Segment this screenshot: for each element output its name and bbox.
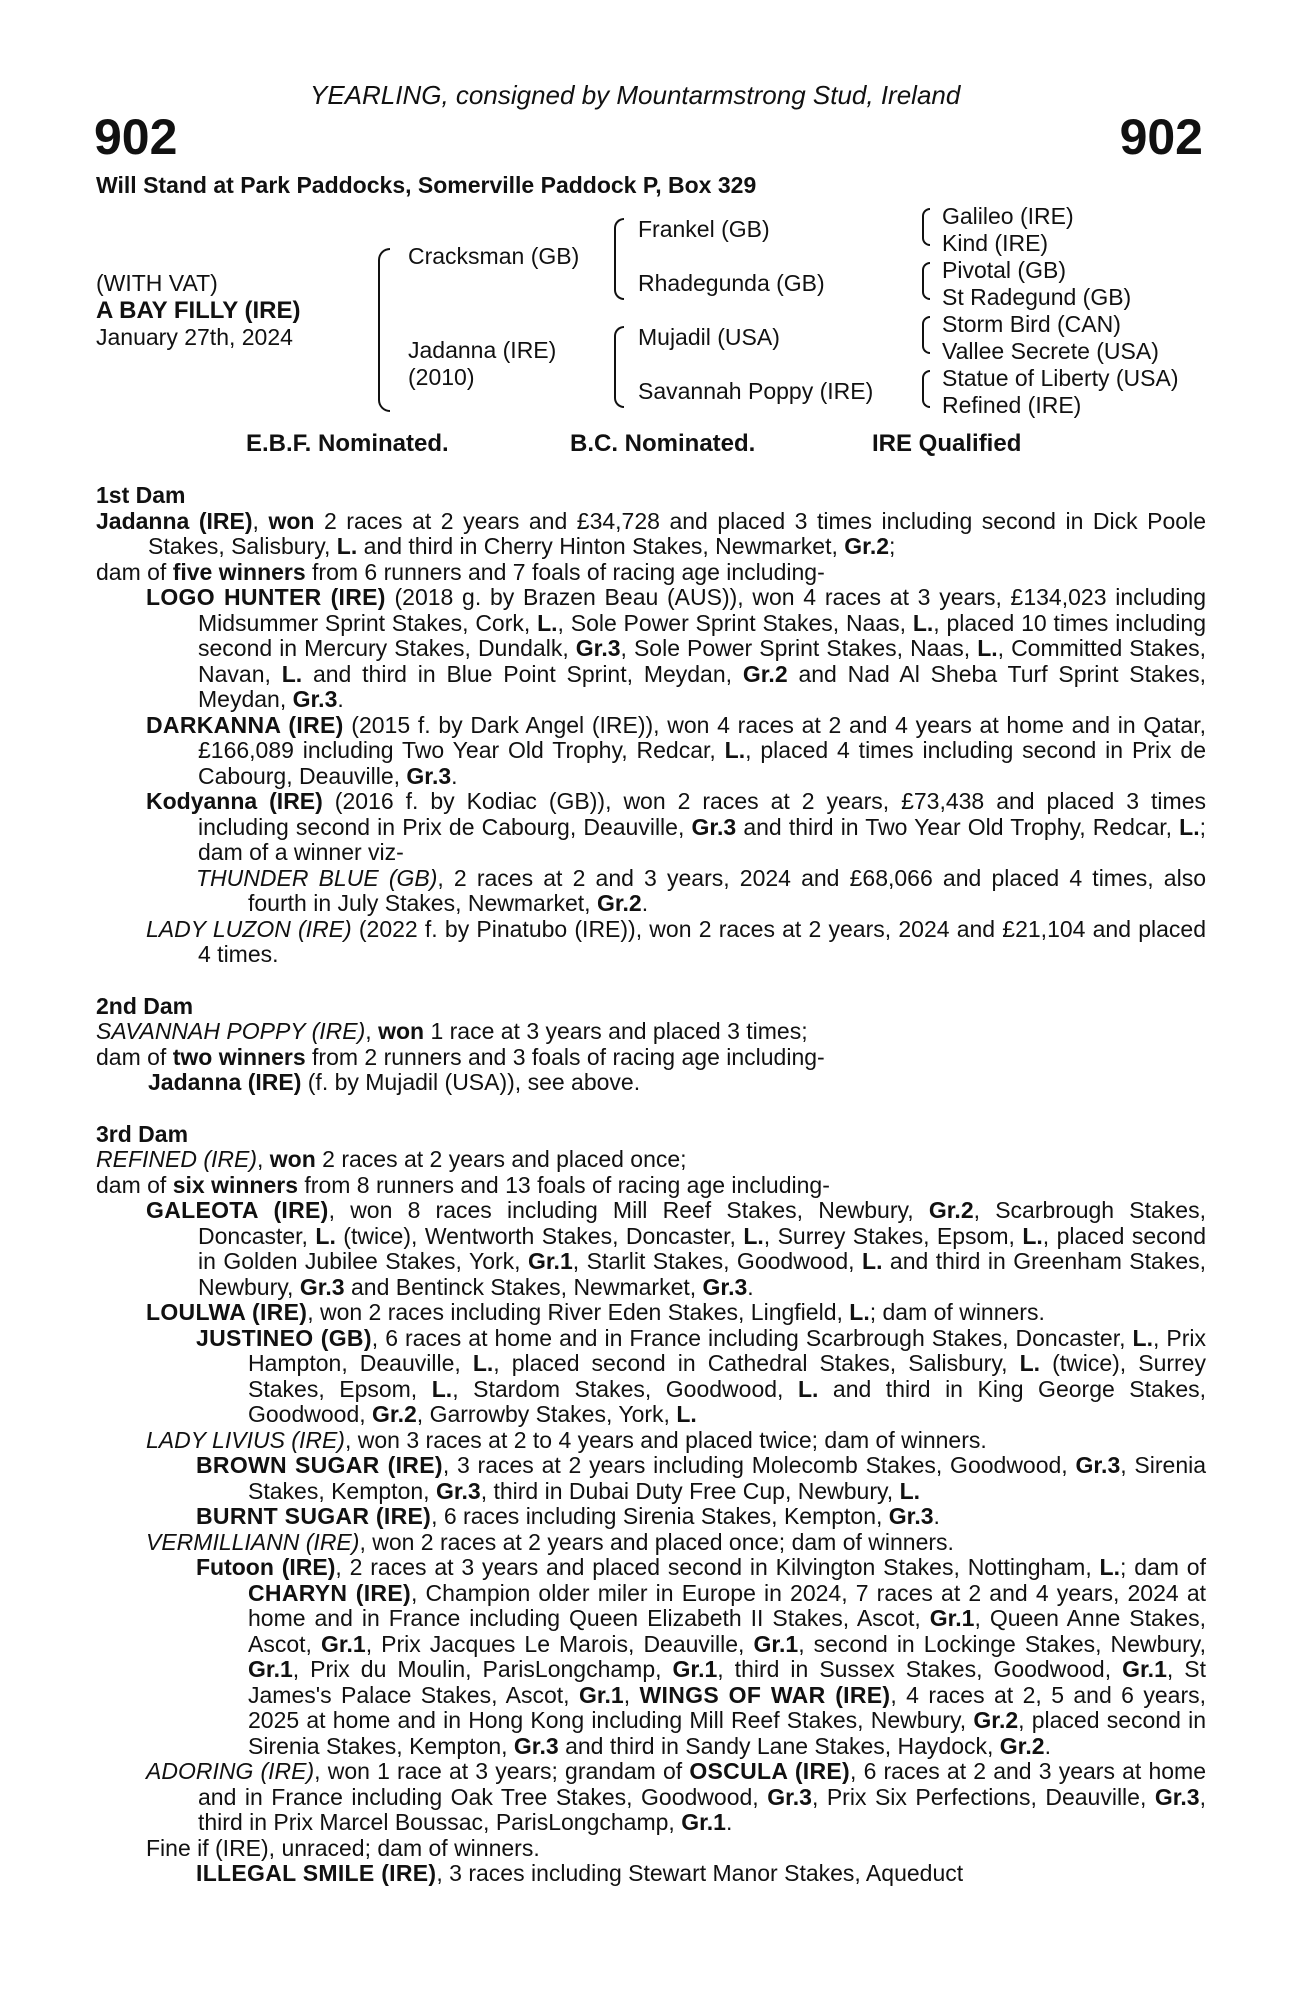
produce-galeota: GALEOTA (IRE), won 8 races including Mill Reef Stakes, Newbury, Gr.2, Scarbrough Stakes, Doncaster, L. (twice), Wentworth Stakes, Doncaster, L., Surrey Stakes, Epsom, L., placed second in Golden Jubilee Stakes, York, Gr.1, Starlit Stakes, Goodwood, L. and third in Greenham Stakes, Newbury, Gr.3 and Bentinck Stakes, Newmarket, Gr.3. bbox=[146, 1197, 1207, 1300]
ire-qualified: IRE Qualified bbox=[872, 430, 1022, 457]
pedigree-sire-dam: Rhadegunda (GB) bbox=[638, 270, 825, 296]
produce-adoring: ADORING (IRE), won 1 race at 3 years; grandam of OSCULA (IRE), 6 races at 2 and 3 years at home and in France including Oak Tree Stakes, Goodwood, Gr.3, Prix Six Perfections, Deauville, Gr.3, third in Prix Marcel Boussac, ParisLongchamp, Gr.1. bbox=[146, 1758, 1207, 1835]
sale-subtitle: YEARLING, consigned by Mountarmstrong Stud, Ireland bbox=[310, 80, 961, 110]
produce-burnt-sugar: BURNT SUGAR (IRE), 6 races including Sirenia Stakes, Kempton, Gr.3. bbox=[196, 1503, 940, 1529]
produce-fine-if: Fine if (IRE), unraced; dam of winners. bbox=[146, 1834, 540, 1861]
produce-justineo: JUSTINEO (GB), 6 races at home and in France including Scarbrough Stakes, Doncaster, L., Prix Hampton, Deauville, L., placed second in Cathedral Stakes, Salisbury, L. (twice), Surrey Stakes, Epsom, L., Stardom Stakes, Goodwood, L. and third in King George Stakes, Goodwood, Gr.2, Garrowby Stakes, York, L. bbox=[196, 1324, 1207, 1427]
catalogue-body bbox=[96, 483, 1206, 1887]
pedigree-dam-sire: Mujadil (USA) bbox=[638, 324, 780, 350]
first-dam-heading: 1st Dam bbox=[96, 482, 186, 508]
pedigree-bracket-g4 bbox=[922, 370, 930, 408]
pedigree-dam: Jadanna (IRE) bbox=[408, 337, 557, 363]
pedigree-dam-year: (2010) bbox=[408, 364, 475, 390]
produce-kodyanna: Kodyanna (IRE) (2016 f. by Kodiac (GB)), won 2 races at 2 years, £73,438 and placed 3 times including second in Prix de Cabourg, Deauville, Gr.3 and third in Two Year Old Trophy, Redcar, L.; dam of a winner viz- bbox=[146, 788, 1207, 865]
horse-name: A BAY FILLY (IRE) bbox=[96, 297, 301, 324]
produce-futoon: Futoon (IRE), 2 races at 3 years and placed second in Kilvington Stakes, Nottingham, L.; dam of CHARYN (IRE), Champion older miler in Europe in 2024, 7 races at 2 and 4 years, 2024 at home and in France including Queen Elizabeth II Stakes, Ascot, Gr.1, Queen Anne Stakes, Ascot, Gr.1, Prix Jacques Le Marois, Deauville, Gr.1, second in Lockinge Stakes, Newbury, Gr.1, Prix du Moulin, ParisLongchamp, Gr.1, third in Sussex Stakes, Goodwood, Gr.1, St James's Palace Stakes, Ascot, Gr.1, WINGS OF WAR (IRE), 4 races at 2, 5 and 6 years, 2025 at home and in Hong Kong including Mill Reef Stakes, Newbury, Gr.2, placed second in Sirenia Stakes, Kempton, Gr.3 and third in Sandy Lane Stakes, Haydock, Gr.2. bbox=[196, 1554, 1207, 1759]
second-dam-produce-summary: dam of two winners from 2 runners and 3 foals of racing age including- bbox=[96, 1043, 825, 1070]
produce-brown-sugar: BROWN SUGAR (IRE), 3 races at 2 years including Molecomb Stakes, Goodwood, Gr.3, Sirenia Stakes, Kempton, Gr.3, third in Dubai Duty Free Cup, Newbury, L. bbox=[196, 1452, 1207, 1504]
third-dam-entry: REFINED (IRE), won 2 races at 2 years and placed once; bbox=[96, 1146, 687, 1172]
first-dam-entry: Jadanna (IRE), won 2 races at 2 years and £34,728 and placed 3 times including second in Dick Poole Stakes, Salisbury, L. and third in Cherry Hinton Stakes, Newmarket, Gr.2; bbox=[96, 507, 1206, 559]
pedigree-ggp-7: Statue of Liberty (USA) bbox=[942, 365, 1179, 391]
pedigree-sire-sire: Frankel (GB) bbox=[638, 216, 770, 242]
first-dam-produce-summary: dam of five winners from 6 runners and 7 foals of racing age including- bbox=[96, 558, 825, 585]
vat-note: (WITH VAT) bbox=[96, 270, 218, 296]
pedigree-ggp-2: Kind (IRE) bbox=[942, 230, 1049, 256]
pedigree-ggp-4: St Radegund (GB) bbox=[942, 284, 1132, 310]
pedigree-bracket-sire bbox=[614, 218, 624, 300]
produce-lady-livius: LADY LIVIUS (IRE), won 3 races at 2 to 4 years and placed twice; dam of winners. bbox=[146, 1426, 987, 1453]
produce-illegal-smile: ILLEGAL SMILE (IRE), 3 races including Stewart Manor Stakes, Aqueduct bbox=[196, 1860, 964, 1886]
produce-thunder-blue: THUNDER BLUE (GB), 2 races at 2 and 3 years, 2024 and £68,066 and placed 4 times, also fourth in July Stakes, Newmarket, Gr.2. bbox=[196, 864, 1206, 916]
pedigree-bracket-dam bbox=[614, 326, 624, 408]
bc-nomination: B.C. Nominated. bbox=[570, 430, 756, 457]
stand-location: Will Stand at Park Paddocks, Somerville Paddock P, Box 329 bbox=[96, 172, 757, 198]
lot-number-left: 902 bbox=[94, 109, 178, 165]
produce-vermilliann: VERMILLIANN (IRE), won 2 races at 2 years and placed once; dam of winners. bbox=[146, 1528, 954, 1555]
pedigree-ggp-8: Refined (IRE) bbox=[942, 392, 1082, 418]
pedigree-bracket-g1 bbox=[922, 208, 930, 246]
produce-logo-hunter: LOGO HUNTER (IRE) (2018 g. by Brazen Beau (AUS)), won 4 races at 3 years, £134,023 including Midsummer Sprint Stakes, Cork, L., Sole Power Sprint Stakes, Naas, L., placed 10 times including second in Mercury Stakes, Dundalk, Gr.3, Sole Power Sprint Stakes, Naas, L., Committed Stakes, Navan, L. and third in Blue Point Sprint, Meydan, Gr.2 and Nad Al Sheba Turf Sprint Stakes, Meydan, Gr.3. bbox=[146, 584, 1207, 712]
pedigree-ggp-3: Pivotal (GB) bbox=[942, 257, 1066, 283]
pedigree-bracket-main bbox=[378, 248, 390, 412]
pedigree-ggp-6: Vallee Secrete (USA) bbox=[942, 338, 1159, 364]
produce-lady-luzon: LADY LUZON (IRE) (2022 f. by Pinatubo (IRE)), won 2 races at 2 years, 2024 and £21,104 and placed 4 times. bbox=[146, 915, 1206, 967]
lot-number-right: 902 bbox=[1119, 109, 1203, 165]
pedigree-bracket-g2 bbox=[922, 262, 930, 300]
ebf-nomination: E.B.F. Nominated. bbox=[246, 430, 449, 457]
second-dam-produce-jadanna: Jadanna (IRE) (f. by Mujadil (USA)), see above. bbox=[148, 1069, 641, 1095]
horse-dob: January 27th, 2024 bbox=[96, 324, 293, 350]
third-dam-heading: 3rd Dam bbox=[96, 1120, 189, 1147]
pedigree-sire: Cracksman (GB) bbox=[408, 243, 580, 269]
pedigree-ggp-5: Storm Bird (CAN) bbox=[942, 311, 1121, 337]
pedigree-ggp-1: Galileo (IRE) bbox=[942, 203, 1074, 229]
second-dam-heading: 2nd Dam bbox=[96, 992, 194, 1019]
produce-loulwa: LOULWA (IRE), won 2 races including River Eden Stakes, Lingfield, L.; dam of winners. bbox=[146, 1299, 1045, 1325]
produce-darkanna: DARKANNA (IRE) (2015 f. by Dark Angel (IRE)), won 4 races at 2 and 4 years at home and in Qatar, £166,089 including Two Year Old Trophy, Redcar, L., placed 4 times including second in Prix de Cabourg, Deauville, Gr.3. bbox=[146, 711, 1207, 789]
third-dam-produce-summary: dam of six winners from 8 runners and 13 foals of racing age including- bbox=[96, 1171, 830, 1198]
second-dam-entry: SAVANNAH POPPY (IRE), won 1 race at 3 years and placed 3 times; bbox=[96, 1018, 808, 1044]
pedigree-bracket-g3 bbox=[922, 316, 930, 354]
pedigree-dam-dam: Savannah Poppy (IRE) bbox=[638, 378, 874, 404]
